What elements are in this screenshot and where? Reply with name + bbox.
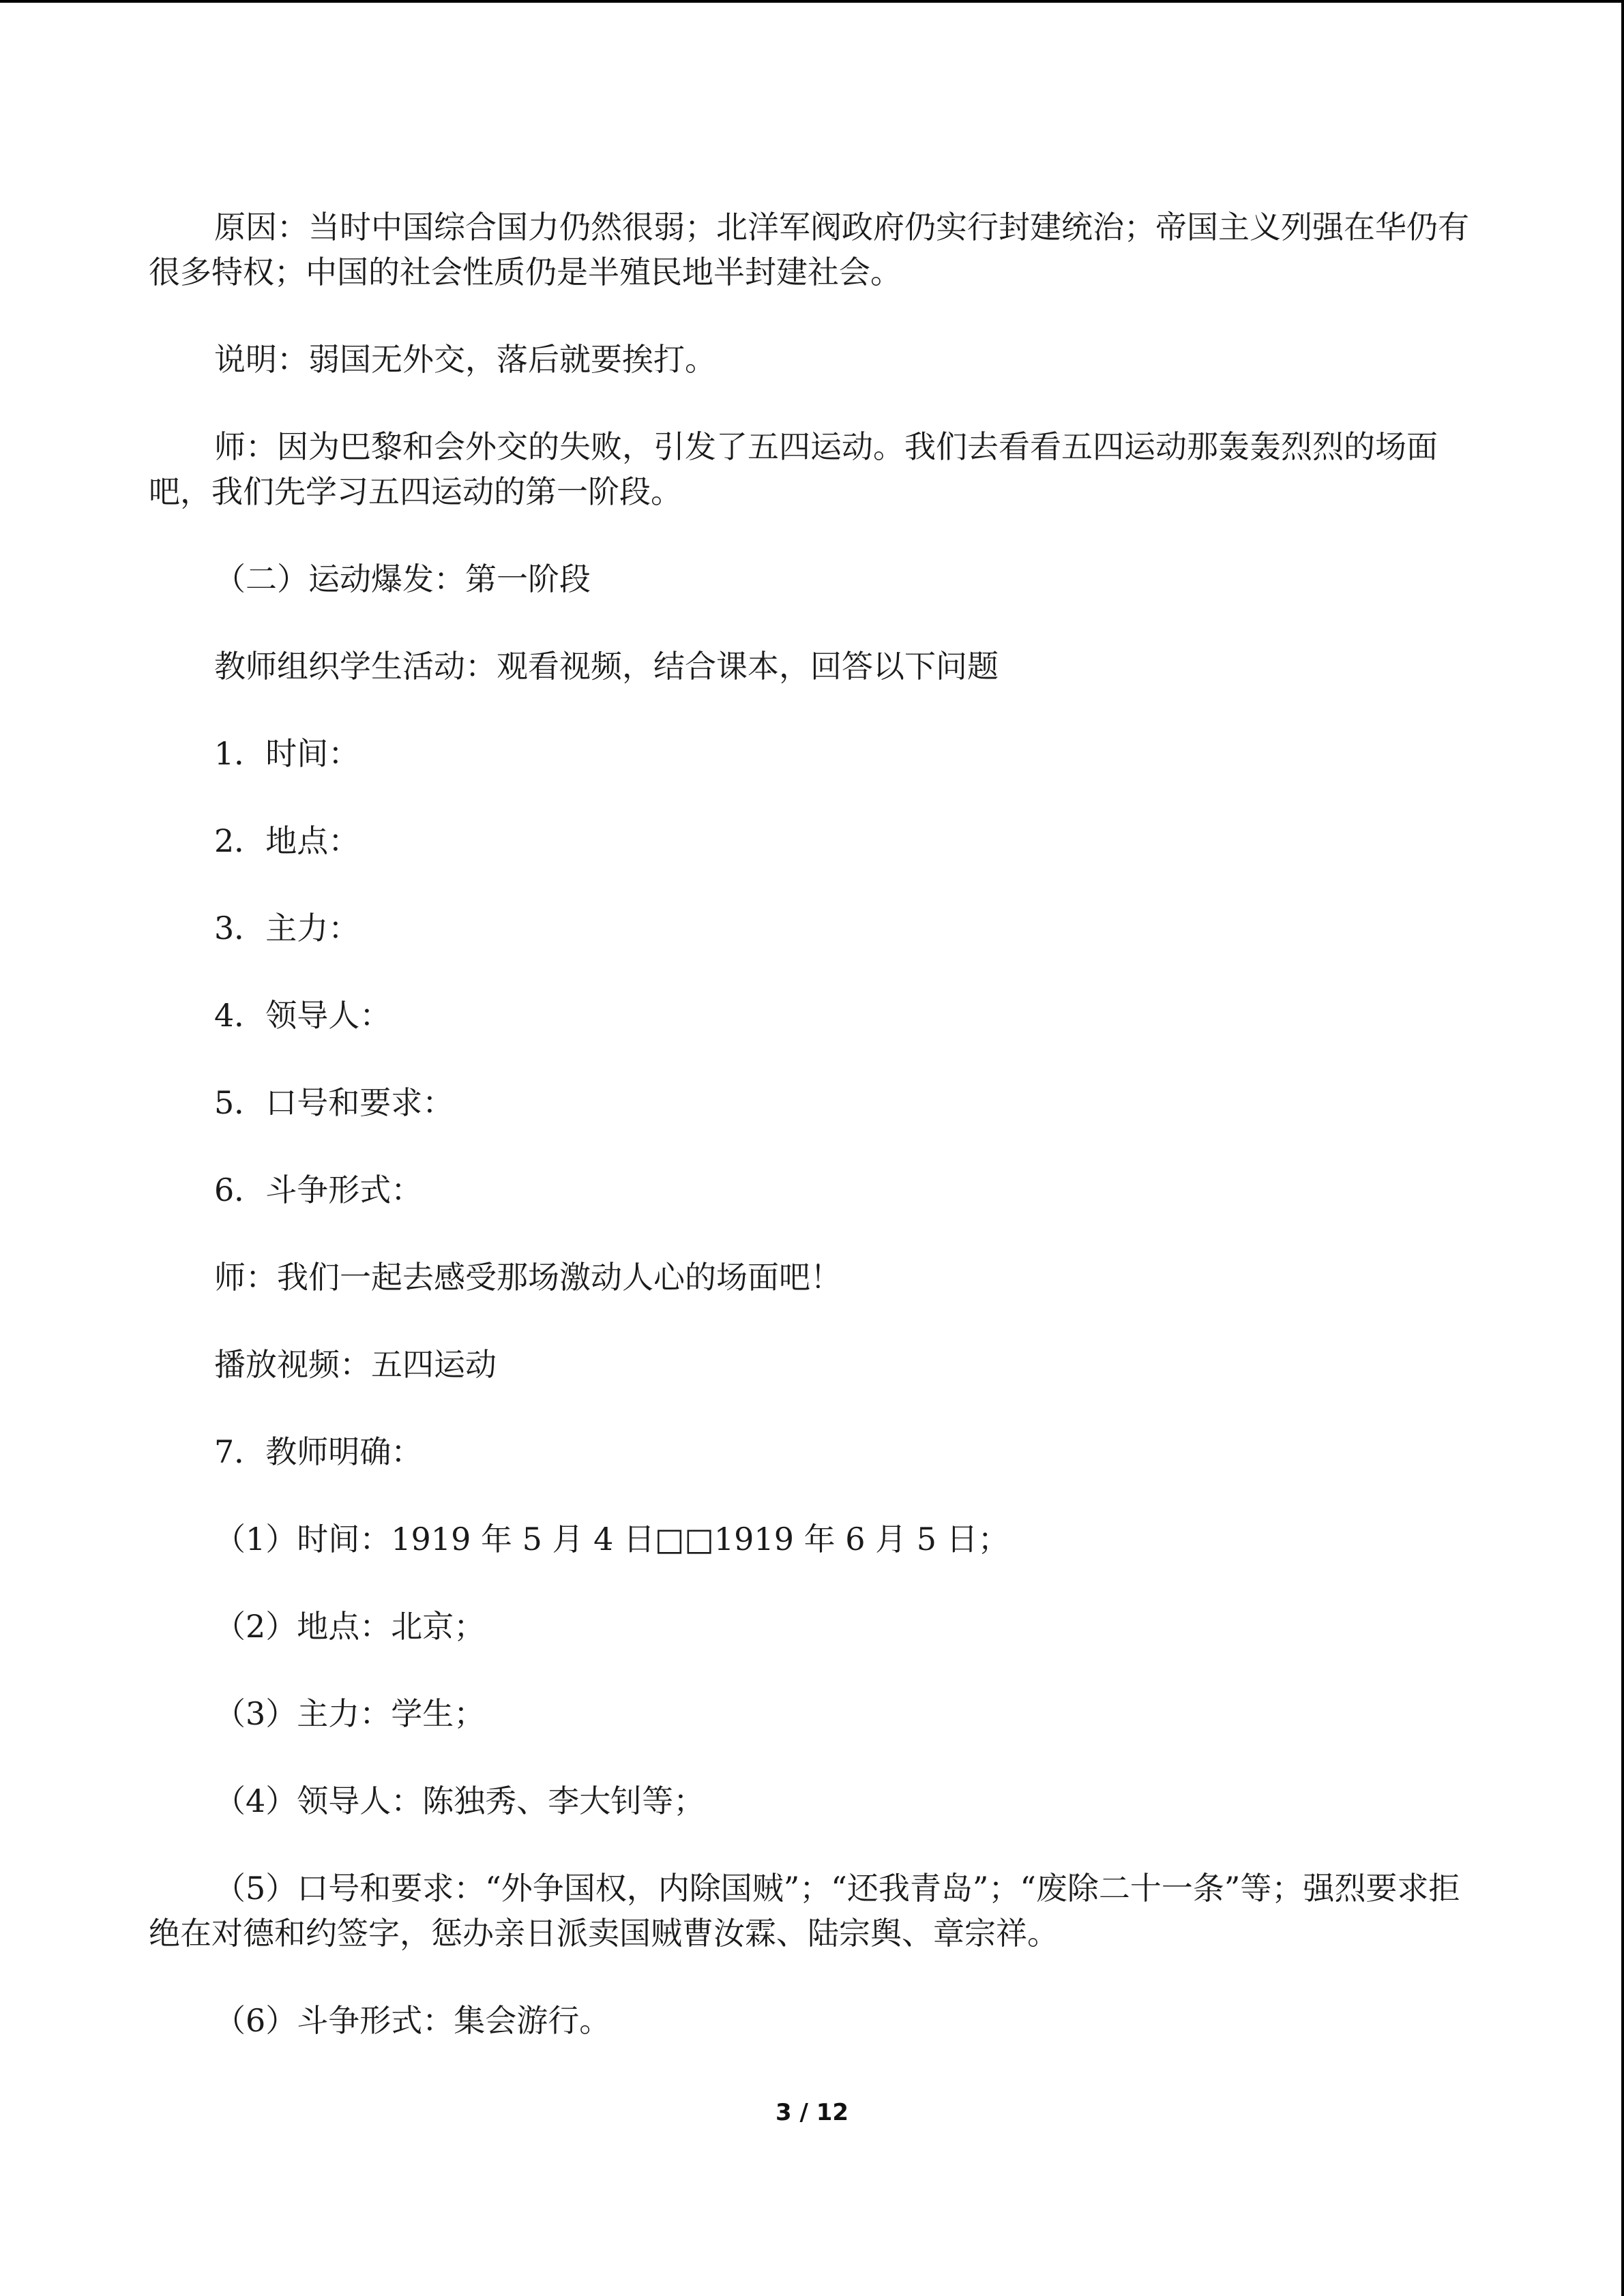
- page-number: 3 / 12: [775, 2099, 849, 2126]
- answer-item: （1）时间：1919 年 5 月 4 日□□1919 年 6 月 5 日；: [214, 1521, 1009, 1557]
- paragraph-teacher: 师：我们一起去感受那场激动人心的场面吧！: [214, 1259, 842, 1296]
- question-item: 1．时间：: [214, 735, 360, 772]
- paragraph-reason: 原因：当时中国综合国力仍然很弱；北洋军阀政府仍实行封建统治；帝国主义列强在华仍有很多特权；中国的社会性质仍是半殖民地半封建社会。: [149, 209, 1469, 290]
- answer-item: （2）地点：北京；: [214, 1608, 486, 1645]
- paragraph-teacher-intro: 师：因为巴黎和会外交的失败，引发了五四运动。我们去看看五四运动那轰轰烈烈的场面吧，我们先学习五四运动的第一阶段。: [149, 428, 1438, 510]
- question-item: 6．斗争形式：: [214, 1172, 423, 1208]
- page-border-right: [1621, 0, 1624, 2296]
- answer-item: （5）口号和要求：“外争国权，内除国贼”；“还我青岛”；“废除二十一条”等；强烈要求拒绝在对德和约签字，惩办亲日派卖国贼曹汝霖、陆宗舆、章宗祥。: [149, 1870, 1460, 1952]
- document-body: [149, 205, 1475, 2043]
- page-border-top: [0, 0, 1624, 3]
- question-item: 3．主力：: [214, 910, 360, 946]
- paragraph-video: 播放视频：五四运动: [214, 1346, 497, 1383]
- answer-item: （3）主力：学生；: [214, 1695, 486, 1732]
- question-item: 4．领导人：: [214, 997, 392, 1034]
- paragraph-explanation: 说明：弱国无外交，落后就要挨打。: [214, 341, 716, 378]
- answer-item: （6）斗争形式：集会游行。: [214, 2002, 611, 2039]
- paragraph-teacher-clarify: 7．教师明确：: [214, 1433, 423, 1470]
- question-item: 5．口号和要求：: [214, 1084, 454, 1121]
- answer-item: （4）领导人：陈独秀、李大钊等；: [214, 1783, 705, 1819]
- paragraph-activity: 教师组织学生活动：观看视频，结合课本，回答以下问题: [214, 648, 999, 685]
- question-item: 2．地点：: [214, 822, 360, 859]
- section-heading: （二）运动爆发：第一阶段: [214, 561, 591, 597]
